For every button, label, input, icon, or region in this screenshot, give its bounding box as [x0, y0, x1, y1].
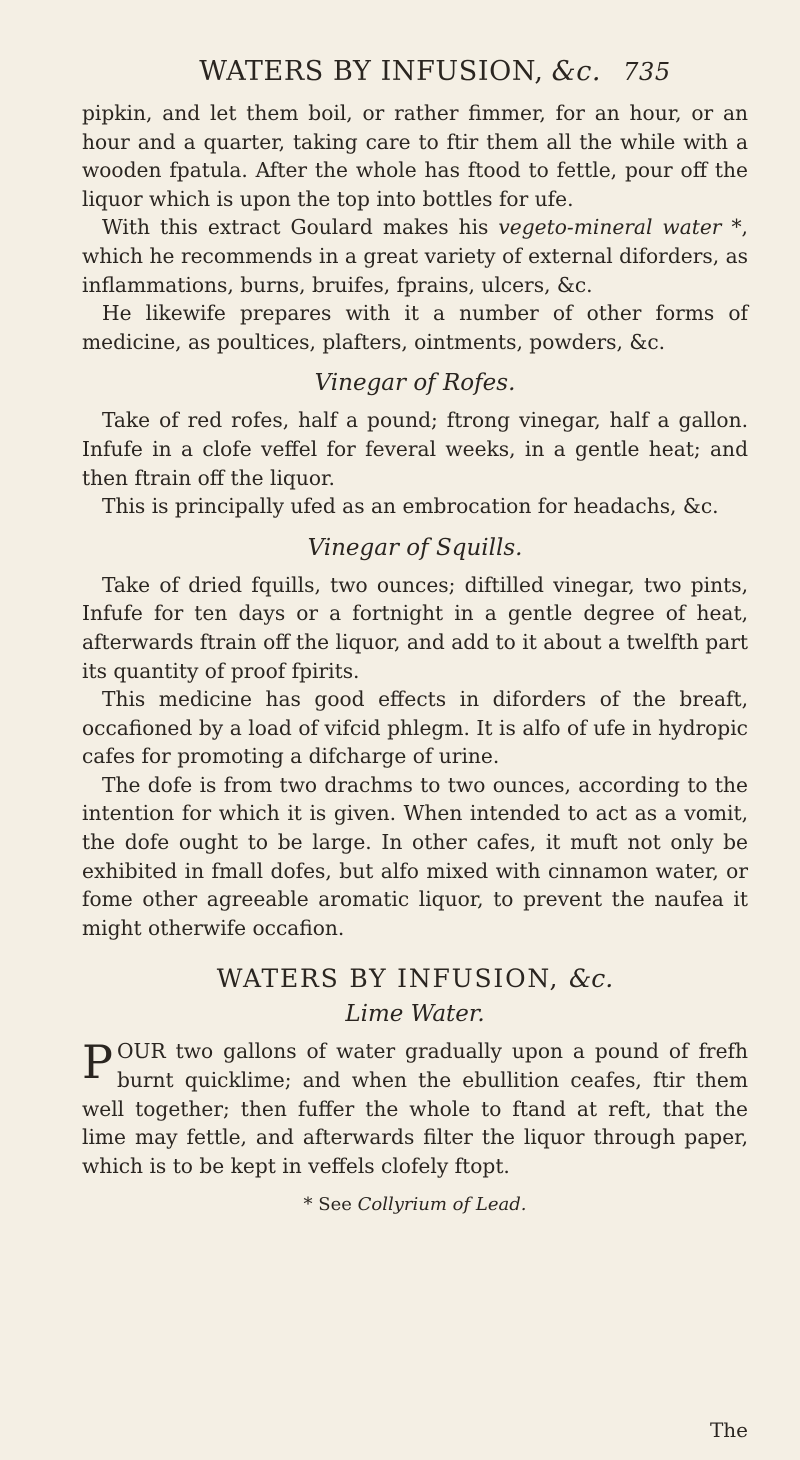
roses-usage: This is principally ufed as an embrocation for headachs, &c.	[102, 494, 719, 519]
roses-recipe: Take of red rofes, half a pound; ftrong vinegar, half a gallon. Infufe in a clofe veffel for feveral weeks, in a gentle heat; and then ftrain off the liquor.	[82, 408, 748, 490]
running-head-title: WATERS BY INFUSION,	[199, 56, 544, 87]
section-title-etc: &c.	[568, 964, 614, 994]
drop-cap: P	[82, 1035, 113, 1090]
footnote	[82, 1194, 748, 1215]
running-head-etc: &c.	[551, 56, 602, 87]
heading-vinegar-of-roses: Vinegar of Rofes.	[314, 370, 516, 397]
lime-water-recipe	[82, 1037, 748, 1180]
goulard-text-before: With this extract Goulard makes his	[102, 215, 499, 240]
paragraph-goulard	[82, 213, 748, 299]
lime-water-text: OUR two gallons of water gradually upon a pound of frefh burnt quicklime; and when the ebullition ceafes, ftir them well together; then fuffer the whole to ftand at reft, that the lime may fettle, and afterwards filter the liquor through paper, which is to be kept in veffels clofely ftopt.	[82, 1039, 748, 1178]
footnote-prefix: * See	[303, 1194, 358, 1216]
page-number: 735	[623, 58, 671, 86]
paragraph-other-forms: He likewife prepares with it a number of other forms of medicine, as poultices, plafters, ointments, powders, &c.	[82, 301, 748, 354]
paragraph-continuation: pipkin, and let them boil, or rather fimmer, for an hour, or an hour and a quarter, taking care to ftir them all the while with a wooden fpatula. After the whole has ftood to fettle, pour off the liquor which is upon the top into bottles for ufe.	[82, 101, 748, 211]
goulard-term: vegeto-mineral water	[498, 215, 722, 240]
footnote-reference: Collyrium of Lead.	[357, 1194, 527, 1216]
squills-effects: This medicine has good effects in diforders of the breaft, occafioned by a load of vifcid phlegm. It is alfo of ufe in hydropic cafes for promoting a difcharge of urine.	[82, 687, 748, 769]
goulard-text-after: *, which he recommends in a great variety of external diforders, as inflammations, burns, bruifes, fprains, ulcers, &c.	[82, 215, 748, 297]
heading-vinegar-of-squills: Vinegar of Squills.	[307, 534, 523, 561]
section-title	[82, 964, 748, 993]
squills-recipe: Take of dried fquills, two ounces; diftilled vinegar, two pints, Infufe for ten days or a fortnight in a gentle degree of heat, afterwards ftrain off the liquor, and add to it about a twelfth part its quantity of proof fpirits.	[82, 572, 748, 683]
heading-lime-water: Lime Water.	[345, 1001, 485, 1028]
squills-dose: The dofe is from two drachms to two ounces, according to the intention for which it is given. When intended to act as a vomit, the dofe ought to be large. In other cafes, it muft not only be exhibited in fmall dofes, but alfo mixed with cinnamon water, or fome other agreeable aromatic liquor, to prevent the naufea it might otherwife occafion.	[82, 772, 748, 940]
running-head	[82, 56, 748, 87]
catchword: The	[709, 1418, 748, 1442]
section-title-text: WATERS BY INFUSION,	[216, 964, 560, 994]
